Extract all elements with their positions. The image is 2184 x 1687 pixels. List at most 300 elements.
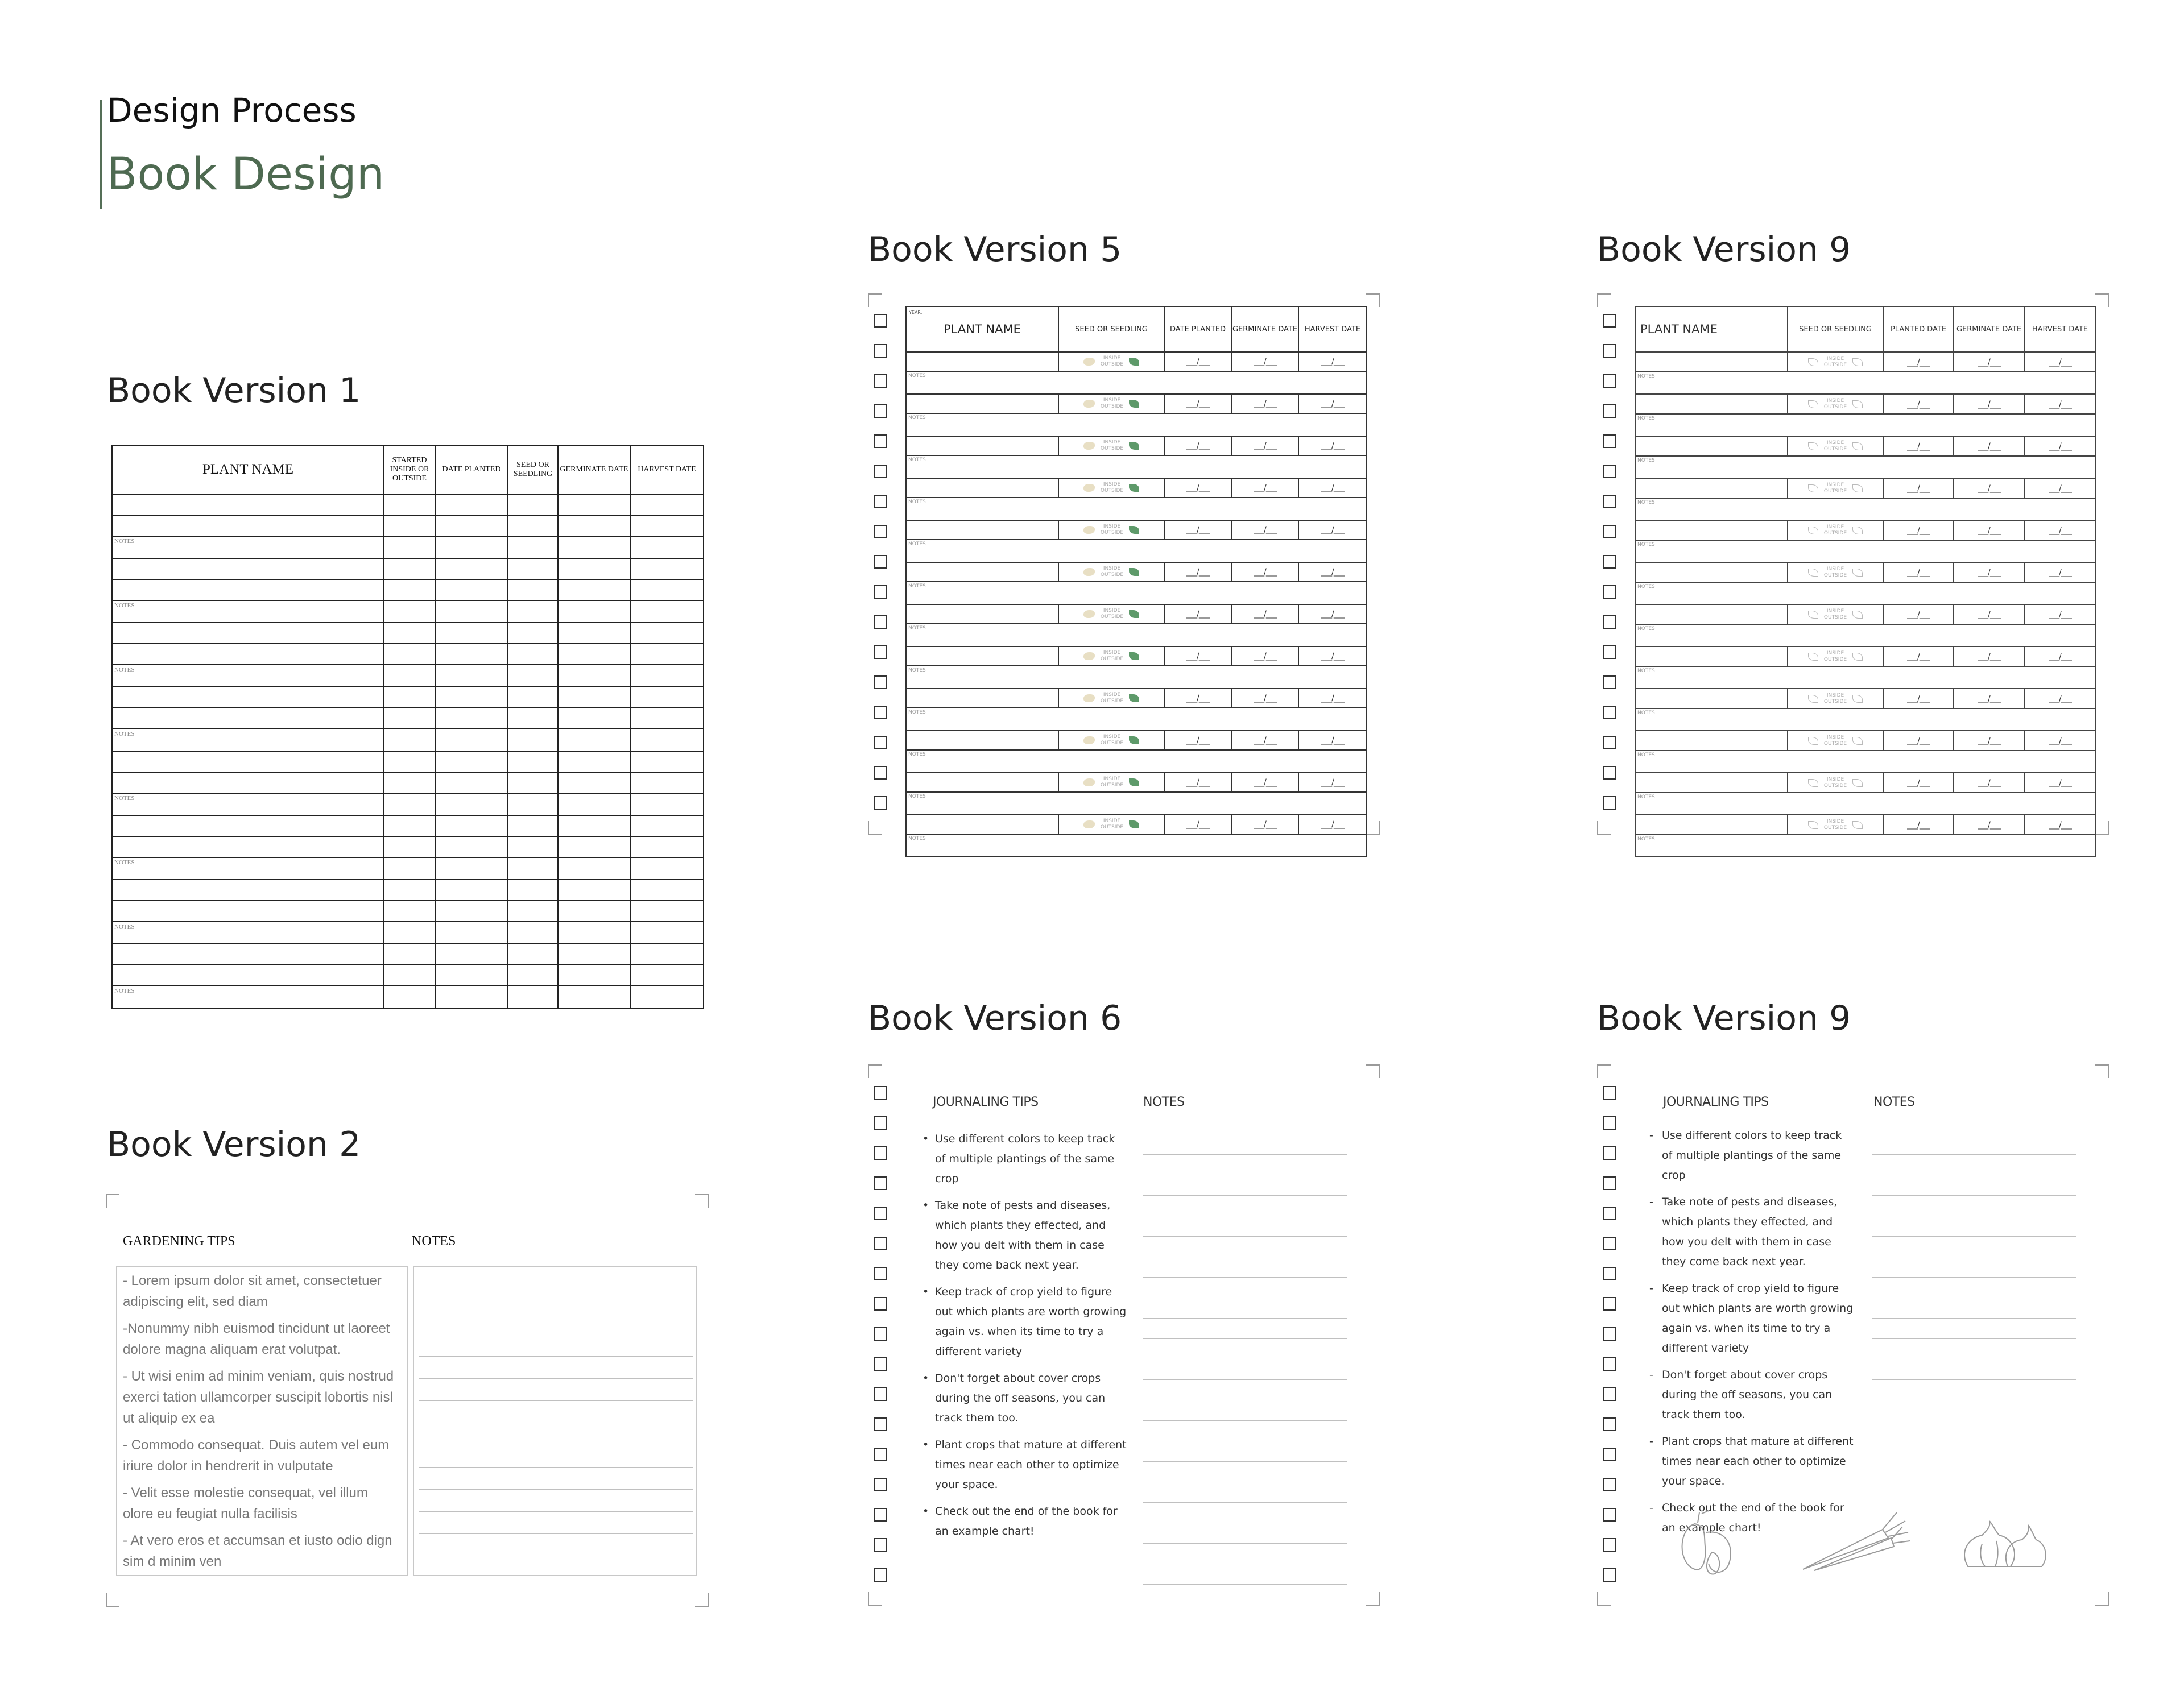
date-blank[interactable]: ___/___ xyxy=(1231,604,1298,624)
checkbox[interactable] xyxy=(874,314,887,328)
checkbox[interactable] xyxy=(1603,1508,1616,1522)
seed-seedling-cell[interactable] xyxy=(1788,773,1883,793)
date-blank[interactable]: ___/___ xyxy=(1298,436,1367,455)
table-cell[interactable] xyxy=(384,880,435,901)
table-cell[interactable] xyxy=(508,515,558,536)
table-cell[interactable] xyxy=(508,944,558,965)
seed-seedling-cell[interactable] xyxy=(1058,646,1164,666)
date-blank[interactable]: ___/___ xyxy=(1231,520,1298,540)
table-cell[interactable] xyxy=(384,515,435,536)
date-blank[interactable]: ___/___ xyxy=(1231,773,1298,792)
date-blank[interactable]: ___/___ xyxy=(1231,731,1298,750)
date-blank[interactable]: ___/___ xyxy=(1231,646,1298,666)
date-blank[interactable]: ___/___ xyxy=(1954,394,2024,414)
date-blank[interactable]: ___/___ xyxy=(1883,815,1954,835)
notes-label[interactable]: NOTES xyxy=(1635,498,2096,520)
seed-seedling-cell[interactable] xyxy=(1788,646,1883,666)
checkbox[interactable] xyxy=(1603,1176,1616,1190)
table-cell[interactable] xyxy=(558,965,630,986)
table-cell[interactable] xyxy=(630,494,704,515)
table-cell[interactable] xyxy=(508,922,558,944)
table-cell[interactable] xyxy=(630,623,704,644)
seed-seedling-cell[interactable] xyxy=(1058,478,1164,498)
checkbox[interactable] xyxy=(874,1237,887,1250)
checkbox[interactable] xyxy=(874,1387,887,1401)
checkbox[interactable] xyxy=(1603,555,1616,569)
date-blank[interactable]: ___/___ xyxy=(1298,773,1367,792)
table-cell[interactable] xyxy=(435,579,508,600)
notes-label[interactable]: NOTES xyxy=(1635,708,2096,731)
checkbox[interactable] xyxy=(874,1267,887,1280)
checkbox[interactable] xyxy=(874,766,887,780)
table-cell[interactable] xyxy=(558,708,630,729)
table-cell[interactable] xyxy=(630,880,704,901)
table-cell[interactable] xyxy=(435,729,508,751)
table-cell[interactable] xyxy=(630,536,704,558)
date-blank[interactable]: ___/___ xyxy=(2024,520,2096,540)
table-cell[interactable] xyxy=(508,880,558,901)
table-cell[interactable] xyxy=(558,901,630,922)
seed-seedling-cell[interactable] xyxy=(1788,562,1883,582)
table-cell[interactable] xyxy=(384,729,435,751)
date-blank[interactable]: ___/___ xyxy=(1298,731,1367,750)
checkbox[interactable] xyxy=(874,585,887,599)
table-cell[interactable] xyxy=(508,772,558,793)
table-cell[interactable] xyxy=(384,708,435,729)
date-blank[interactable]: ___/___ xyxy=(1883,520,1954,540)
date-blank[interactable]: ___/___ xyxy=(2024,562,2096,582)
table-cell[interactable] xyxy=(112,494,384,515)
checkbox[interactable] xyxy=(1603,1357,1616,1371)
notes-label[interactable]: NOTES xyxy=(1635,835,2096,857)
plant-name-cell[interactable] xyxy=(1635,520,1788,540)
notes-label[interactable]: NOTES xyxy=(1635,793,2096,815)
table-cell[interactable] xyxy=(112,515,384,536)
checkbox[interactable] xyxy=(874,495,887,508)
table-cell[interactable] xyxy=(630,986,704,1008)
date-blank[interactable]: ___/___ xyxy=(1954,604,2024,624)
notes-label[interactable]: NOTES xyxy=(1635,414,2096,436)
date-blank[interactable]: ___/___ xyxy=(1954,731,2024,751)
date-blank[interactable]: ___/___ xyxy=(2024,478,2096,498)
checkbox[interactable] xyxy=(1603,1568,1616,1582)
table-cell[interactable] xyxy=(630,729,704,751)
date-blank[interactable]: ___/___ xyxy=(1883,478,1954,498)
date-blank[interactable]: ___/___ xyxy=(2024,436,2096,456)
plant-name-cell[interactable] xyxy=(1635,562,1788,582)
plant-name-cell[interactable] xyxy=(906,646,1058,666)
date-blank[interactable]: ___/___ xyxy=(1164,773,1231,792)
table-cell[interactable] xyxy=(384,600,435,623)
date-blank[interactable]: ___/___ xyxy=(1164,604,1231,624)
checkbox[interactable] xyxy=(1603,1267,1616,1280)
table-cell[interactable] xyxy=(630,687,704,708)
date-blank[interactable]: ___/___ xyxy=(1231,815,1298,834)
notes-label[interactable]: NOTES xyxy=(906,540,1367,562)
table-cell[interactable] xyxy=(435,665,508,687)
checkbox[interactable] xyxy=(874,645,887,659)
table-cell[interactable] xyxy=(508,687,558,708)
checkbox[interactable] xyxy=(1603,374,1616,388)
checkbox[interactable] xyxy=(1603,525,1616,538)
table-cell[interactable] xyxy=(435,965,508,986)
plant-name-cell[interactable] xyxy=(906,689,1058,708)
table-cell[interactable] xyxy=(508,836,558,857)
date-blank[interactable]: ___/___ xyxy=(2024,604,2096,624)
checkbox[interactable] xyxy=(874,615,887,629)
date-blank[interactable]: ___/___ xyxy=(1164,352,1231,371)
table-cell[interactable] xyxy=(558,558,630,579)
table-cell[interactable] xyxy=(630,793,704,815)
seed-seedling-cell[interactable] xyxy=(1788,689,1883,708)
checkbox[interactable] xyxy=(874,1568,887,1582)
plant-name-cell[interactable] xyxy=(1635,646,1788,666)
table-cell[interactable] xyxy=(112,751,384,772)
table-cell[interactable] xyxy=(112,965,384,986)
table-cell[interactable] xyxy=(508,729,558,751)
checkbox[interactable] xyxy=(1603,404,1616,418)
date-blank[interactable]: ___/___ xyxy=(1883,731,1954,751)
table-cell[interactable] xyxy=(558,665,630,687)
table-cell[interactable] xyxy=(435,815,508,836)
notes-label[interactable]: NOTES xyxy=(906,666,1367,689)
checkbox[interactable] xyxy=(1603,314,1616,328)
table-cell[interactable] xyxy=(630,857,704,880)
seed-seedling-cell[interactable] xyxy=(1058,520,1164,540)
seed-seedling-cell[interactable] xyxy=(1788,478,1883,498)
checkbox[interactable] xyxy=(874,1207,887,1220)
table-cell[interactable] xyxy=(435,515,508,536)
checkbox[interactable] xyxy=(874,374,887,388)
table-cell[interactable] xyxy=(112,880,384,901)
date-blank[interactable]: ___/___ xyxy=(1298,520,1367,540)
checkbox[interactable] xyxy=(1603,706,1616,719)
plant-name-cell[interactable] xyxy=(1635,773,1788,793)
notes-label[interactable]: NOTES xyxy=(1635,751,2096,773)
seed-seedling-cell[interactable] xyxy=(1058,562,1164,582)
checkbox[interactable] xyxy=(874,1327,887,1341)
table-cell[interactable] xyxy=(508,708,558,729)
table-cell[interactable] xyxy=(630,751,704,772)
date-blank[interactable]: ___/___ xyxy=(1954,646,2024,666)
table-cell[interactable] xyxy=(112,901,384,922)
checkbox[interactable] xyxy=(1603,766,1616,780)
date-blank[interactable]: ___/___ xyxy=(1231,562,1298,582)
checkbox[interactable] xyxy=(1603,1297,1616,1311)
checkbox[interactable] xyxy=(874,1448,887,1461)
table-cell[interactable] xyxy=(435,494,508,515)
checkbox[interactable] xyxy=(1603,1237,1616,1250)
checkbox[interactable] xyxy=(1603,495,1616,508)
table-cell[interactable] xyxy=(558,815,630,836)
table-cell[interactable] xyxy=(435,793,508,815)
table-cell[interactable] xyxy=(508,644,558,665)
checkbox[interactable] xyxy=(874,1417,887,1431)
table-cell[interactable] xyxy=(435,901,508,922)
date-blank[interactable]: ___/___ xyxy=(2024,646,2096,666)
table-cell[interactable] xyxy=(630,644,704,665)
seed-seedling-cell[interactable] xyxy=(1058,689,1164,708)
date-blank[interactable]: ___/___ xyxy=(1298,689,1367,708)
seed-seedling-cell[interactable] xyxy=(1058,436,1164,455)
table-cell[interactable] xyxy=(384,558,435,579)
date-blank[interactable]: ___/___ xyxy=(1954,478,2024,498)
plant-name-cell[interactable] xyxy=(906,773,1058,792)
table-cell[interactable] xyxy=(630,600,704,623)
checkbox[interactable] xyxy=(1603,736,1616,749)
notes-label[interactable]: NOTES xyxy=(1635,372,2096,394)
table-cell[interactable] xyxy=(630,815,704,836)
date-blank[interactable]: ___/___ xyxy=(1231,352,1298,371)
table-cell[interactable] xyxy=(630,708,704,729)
date-blank[interactable]: ___/___ xyxy=(1954,562,2024,582)
date-blank[interactable]: ___/___ xyxy=(1883,394,1954,414)
notes-label[interactable]: NOTES xyxy=(906,413,1367,436)
date-blank[interactable]: ___/___ xyxy=(1231,436,1298,455)
seed-seedling-cell[interactable] xyxy=(1058,352,1164,371)
table-cell[interactable] xyxy=(435,623,508,644)
seed-seedling-cell[interactable] xyxy=(1058,773,1164,792)
table-cell[interactable] xyxy=(435,772,508,793)
table-cell[interactable] xyxy=(112,815,384,836)
date-blank[interactable]: ___/___ xyxy=(1883,604,1954,624)
date-blank[interactable]: ___/___ xyxy=(2024,394,2096,414)
plant-name-cell[interactable] xyxy=(906,815,1058,834)
table-cell[interactable] xyxy=(384,494,435,515)
notes-label[interactable]: NOTES xyxy=(1635,624,2096,646)
table-cell[interactable] xyxy=(508,857,558,880)
plant-name-cell[interactable] xyxy=(1635,689,1788,708)
date-blank[interactable]: ___/___ xyxy=(1231,478,1298,498)
checkbox[interactable] xyxy=(1603,585,1616,599)
table-cell[interactable] xyxy=(435,751,508,772)
checkbox[interactable] xyxy=(874,1478,887,1491)
checkbox[interactable] xyxy=(874,434,887,448)
date-blank[interactable]: ___/___ xyxy=(1231,689,1298,708)
plant-name-cell[interactable] xyxy=(906,562,1058,582)
table-cell[interactable] xyxy=(435,922,508,944)
date-blank[interactable]: ___/___ xyxy=(1164,478,1231,498)
table-cell[interactable] xyxy=(558,600,630,623)
plant-name-cell[interactable] xyxy=(906,436,1058,455)
date-blank[interactable]: ___/___ xyxy=(1164,394,1231,413)
table-cell[interactable] xyxy=(384,815,435,836)
table-cell[interactable] xyxy=(435,558,508,579)
date-blank[interactable]: ___/___ xyxy=(1883,689,1954,708)
table-cell[interactable] xyxy=(384,986,435,1008)
seed-seedling-cell[interactable] xyxy=(1788,731,1883,751)
checkbox[interactable] xyxy=(1603,344,1616,358)
table-cell[interactable] xyxy=(630,579,704,600)
table-cell[interactable] xyxy=(112,644,384,665)
seed-seedling-cell[interactable] xyxy=(1788,520,1883,540)
table-cell[interactable] xyxy=(384,772,435,793)
date-blank[interactable]: ___/___ xyxy=(1298,352,1367,371)
date-blank[interactable]: ___/___ xyxy=(1164,562,1231,582)
date-blank[interactable]: ___/___ xyxy=(2024,773,2096,793)
checkbox[interactable] xyxy=(1603,1207,1616,1220)
plant-name-cell[interactable] xyxy=(1635,478,1788,498)
date-blank[interactable]: ___/___ xyxy=(1298,478,1367,498)
plant-name-cell[interactable] xyxy=(906,478,1058,498)
table-cell[interactable] xyxy=(558,536,630,558)
table-cell[interactable] xyxy=(112,836,384,857)
notes-label[interactable]: NOTES xyxy=(1635,666,2096,689)
table-cell[interactable] xyxy=(112,772,384,793)
table-cell[interactable] xyxy=(558,857,630,880)
checkbox[interactable] xyxy=(874,465,887,478)
table-cell[interactable] xyxy=(558,880,630,901)
checkbox[interactable] xyxy=(1603,1116,1616,1130)
table-cell[interactable] xyxy=(630,515,704,536)
table-cell[interactable] xyxy=(558,944,630,965)
checkbox[interactable] xyxy=(874,1508,887,1522)
date-blank[interactable]: ___/___ xyxy=(1954,689,2024,708)
table-cell[interactable] xyxy=(508,901,558,922)
seed-seedling-cell[interactable] xyxy=(1058,731,1164,750)
plant-name-cell[interactable] xyxy=(1635,352,1788,372)
date-blank[interactable]: ___/___ xyxy=(1883,352,1954,372)
date-blank[interactable]: ___/___ xyxy=(1883,646,1954,666)
table-cell[interactable] xyxy=(112,708,384,729)
table-cell[interactable] xyxy=(508,665,558,687)
date-blank[interactable]: ___/___ xyxy=(1883,562,1954,582)
table-cell[interactable] xyxy=(508,986,558,1008)
table-cell[interactable] xyxy=(508,494,558,515)
notes-label[interactable]: NOTES xyxy=(1635,582,2096,604)
date-blank[interactable]: ___/___ xyxy=(1298,604,1367,624)
table-cell[interactable] xyxy=(435,644,508,665)
table-cell[interactable] xyxy=(558,579,630,600)
checkbox[interactable] xyxy=(1603,1146,1616,1160)
seed-seedling-cell[interactable] xyxy=(1788,604,1883,624)
notes-label[interactable]: NOTES xyxy=(906,455,1367,478)
date-blank[interactable]: ___/___ xyxy=(1298,562,1367,582)
seed-seedling-cell[interactable] xyxy=(1058,394,1164,413)
table-cell[interactable] xyxy=(508,536,558,558)
date-blank[interactable]: ___/___ xyxy=(1164,436,1231,455)
date-blank[interactable]: ___/___ xyxy=(1164,731,1231,750)
table-cell[interactable] xyxy=(435,944,508,965)
table-cell[interactable] xyxy=(630,901,704,922)
table-cell[interactable] xyxy=(630,922,704,944)
notes-label[interactable]: NOTES xyxy=(906,624,1367,646)
table-cell[interactable] xyxy=(384,623,435,644)
table-cell[interactable] xyxy=(558,515,630,536)
date-blank[interactable]: ___/___ xyxy=(1954,352,2024,372)
table-cell[interactable] xyxy=(384,836,435,857)
table-cell[interactable] xyxy=(508,579,558,600)
checkbox[interactable] xyxy=(874,1538,887,1552)
table-cell[interactable] xyxy=(112,558,384,579)
checkbox[interactable] xyxy=(1603,615,1616,629)
table-cell[interactable] xyxy=(558,793,630,815)
checkbox[interactable] xyxy=(1603,675,1616,689)
checkbox[interactable] xyxy=(1603,1086,1616,1100)
table-cell[interactable] xyxy=(384,536,435,558)
checkbox[interactable] xyxy=(1603,796,1616,810)
notes-label[interactable]: NOTES xyxy=(906,750,1367,773)
table-cell[interactable] xyxy=(558,494,630,515)
plant-name-cell[interactable] xyxy=(906,604,1058,624)
table-cell[interactable] xyxy=(558,772,630,793)
notes-label[interactable]: NOTES xyxy=(906,498,1367,520)
table-cell[interactable] xyxy=(630,558,704,579)
checkbox[interactable] xyxy=(874,555,887,569)
table-cell[interactable] xyxy=(630,944,704,965)
table-cell[interactable] xyxy=(384,644,435,665)
notes-label[interactable]: NOTES xyxy=(1635,540,2096,562)
table-cell[interactable] xyxy=(384,965,435,986)
table-cell[interactable] xyxy=(384,579,435,600)
table-cell[interactable] xyxy=(630,836,704,857)
checkbox[interactable] xyxy=(874,525,887,538)
checkbox[interactable] xyxy=(1603,1417,1616,1431)
table-cell[interactable] xyxy=(558,751,630,772)
seed-seedling-cell[interactable] xyxy=(1788,352,1883,372)
checkbox[interactable] xyxy=(1603,465,1616,478)
table-cell[interactable] xyxy=(508,623,558,644)
date-blank[interactable]: ___/___ xyxy=(1298,394,1367,413)
table-cell[interactable] xyxy=(112,579,384,600)
notes-label[interactable]: NOTES xyxy=(906,371,1367,394)
table-cell[interactable] xyxy=(508,558,558,579)
date-blank[interactable]: ___/___ xyxy=(1954,815,2024,835)
checkbox[interactable] xyxy=(1603,645,1616,659)
table-cell[interactable] xyxy=(384,857,435,880)
table-cell[interactable] xyxy=(558,687,630,708)
date-blank[interactable]: ___/___ xyxy=(1164,689,1231,708)
table-cell[interactable] xyxy=(558,729,630,751)
seed-seedling-cell[interactable] xyxy=(1788,815,1883,835)
plant-name-cell[interactable] xyxy=(1635,815,1788,835)
table-cell[interactable] xyxy=(112,623,384,644)
date-blank[interactable]: ___/___ xyxy=(1298,646,1367,666)
plant-name-cell[interactable] xyxy=(1635,394,1788,414)
table-cell[interactable] xyxy=(112,944,384,965)
table-cell[interactable] xyxy=(435,708,508,729)
date-blank[interactable]: ___/___ xyxy=(2024,815,2096,835)
table-cell[interactable] xyxy=(384,901,435,922)
checkbox[interactable] xyxy=(1603,1478,1616,1491)
table-cell[interactable] xyxy=(558,836,630,857)
table-cell[interactable] xyxy=(435,986,508,1008)
table-cell[interactable] xyxy=(435,600,508,623)
table-cell[interactable] xyxy=(558,623,630,644)
seed-seedling-cell[interactable] xyxy=(1058,604,1164,624)
checkbox[interactable] xyxy=(874,1297,887,1311)
checkbox[interactable] xyxy=(874,736,887,749)
date-blank[interactable]: ___/___ xyxy=(1231,394,1298,413)
table-cell[interactable] xyxy=(384,665,435,687)
date-blank[interactable]: ___/___ xyxy=(1954,773,2024,793)
table-cell[interactable] xyxy=(384,793,435,815)
checkbox[interactable] xyxy=(874,675,887,689)
plant-name-cell[interactable] xyxy=(906,394,1058,413)
date-blank[interactable]: ___/___ xyxy=(1298,815,1367,834)
plant-name-cell[interactable] xyxy=(906,520,1058,540)
table-cell[interactable] xyxy=(558,986,630,1008)
date-blank[interactable]: ___/___ xyxy=(1954,436,2024,456)
table-cell[interactable] xyxy=(435,687,508,708)
plant-name-cell[interactable] xyxy=(906,352,1058,371)
table-cell[interactable] xyxy=(435,536,508,558)
table-cell[interactable] xyxy=(435,880,508,901)
table-cell[interactable] xyxy=(508,793,558,815)
table-cell[interactable] xyxy=(508,751,558,772)
table-cell[interactable] xyxy=(508,815,558,836)
table-cell[interactable] xyxy=(508,600,558,623)
